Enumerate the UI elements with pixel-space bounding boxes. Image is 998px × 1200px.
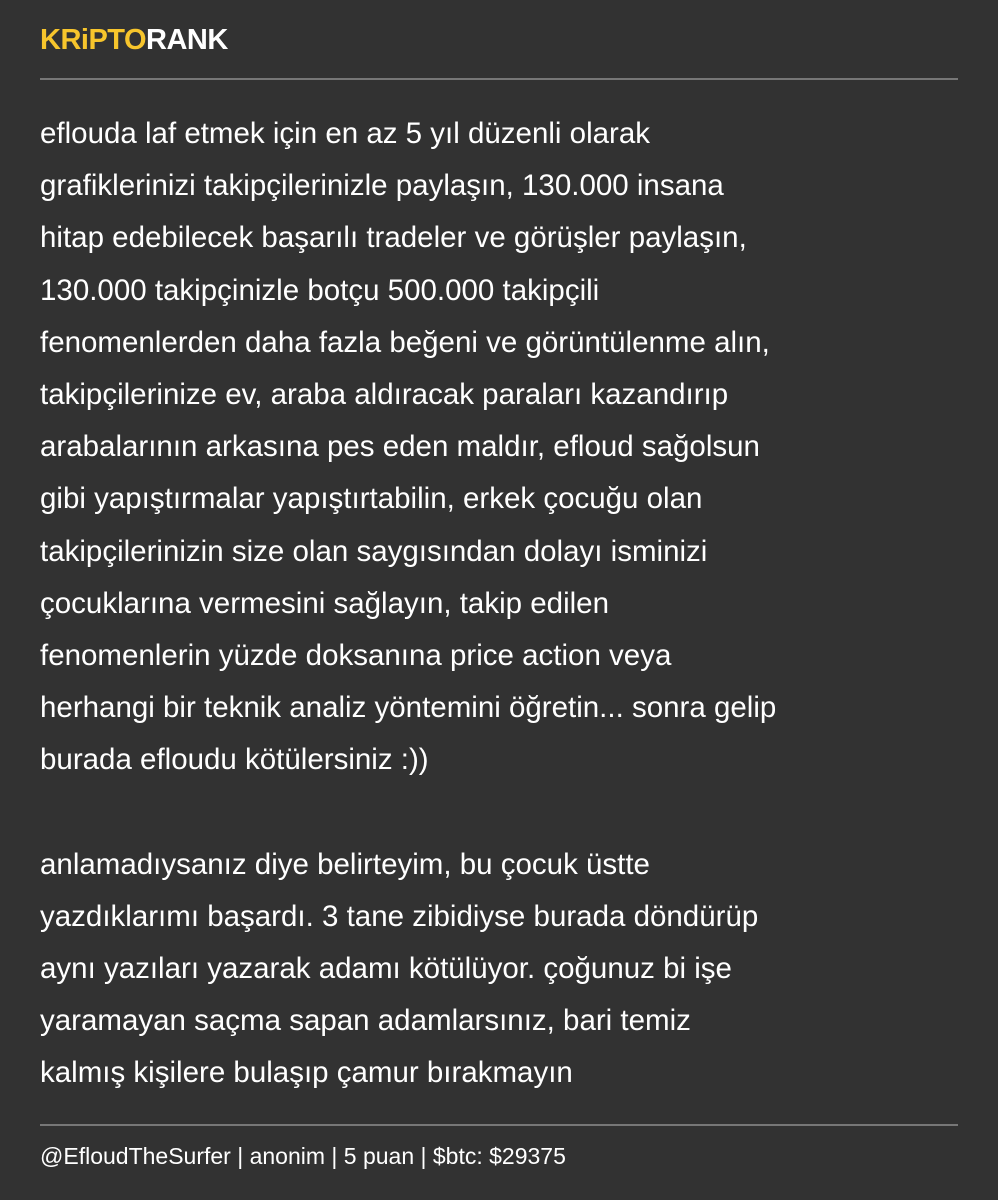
footer-divider — [40, 1124, 958, 1126]
text-line: kalmış kişilere bulaşıp çamur bırakmayın — [40, 1056, 573, 1090]
text-line: aynı yazıları yazarak adamı kötülüyor. çoğunuz bi işe — [40, 952, 732, 985]
text-line: çocuklarına vermesini sağlayın, takip edilen — [40, 586, 609, 620]
text-line: fenomenlerin yüzde doksanına price action veya — [40, 638, 672, 672]
text-line: burada efloudu kötülersiniz :)) — [40, 743, 429, 777]
paragraph-gap — [40, 786, 970, 838]
text-line: takipçilerinize ev, araba aldıracak paraları kazandırıp — [40, 377, 729, 411]
post-body — [40, 108, 970, 1100]
text-line: arabalarının arkasına pes eden maldır, efloud sağolsun — [40, 430, 760, 464]
text-line: gibi yapıştırmalar yapıştırtabilin, erkek çocuğu olan — [40, 482, 703, 516]
text-line: yazdıklarımı başardı. 3 tane zibidiyse burada döndürüp — [40, 899, 759, 933]
brand-logo-part2: RANK — [146, 24, 228, 56]
text-line: fenomenlerden daha fazla beğeni ve görüntülenme alın, — [40, 325, 770, 359]
text-line: eflouda laf etmek için en az 5 yıl düzenli olarak — [40, 117, 651, 150]
brand-logo-part1: KRiPTO — [40, 24, 147, 56]
text-line: grafiklerinizi takipçilerinizle paylaşın, 130.000 insana — [40, 169, 724, 203]
text-line: herhangi bir teknik analiz yöntemini öğretin... sonra gelip — [40, 691, 777, 725]
text-line: hitap edebilecek başarılı tradeler ve görüşler paylaşın, — [40, 221, 747, 255]
text-line: 130.000 takipçinizle botçu 500.000 takipçili — [40, 273, 600, 307]
header-divider — [40, 78, 958, 80]
text-line: anlamadıysanız diye belirteyim, bu çocuk üstte — [40, 847, 650, 881]
text-line: yaramayan saçma sapan adamlarsınız, bari temiz — [40, 1004, 691, 1038]
text-line: takipçilerinizin size olan saygısından dolayı isminizi — [40, 534, 708, 568]
brand-logo — [40, 24, 228, 57]
post-meta: @EfloudTheSurfer | anonim | 5 puan | $btc: $29375 — [40, 1143, 566, 1169]
